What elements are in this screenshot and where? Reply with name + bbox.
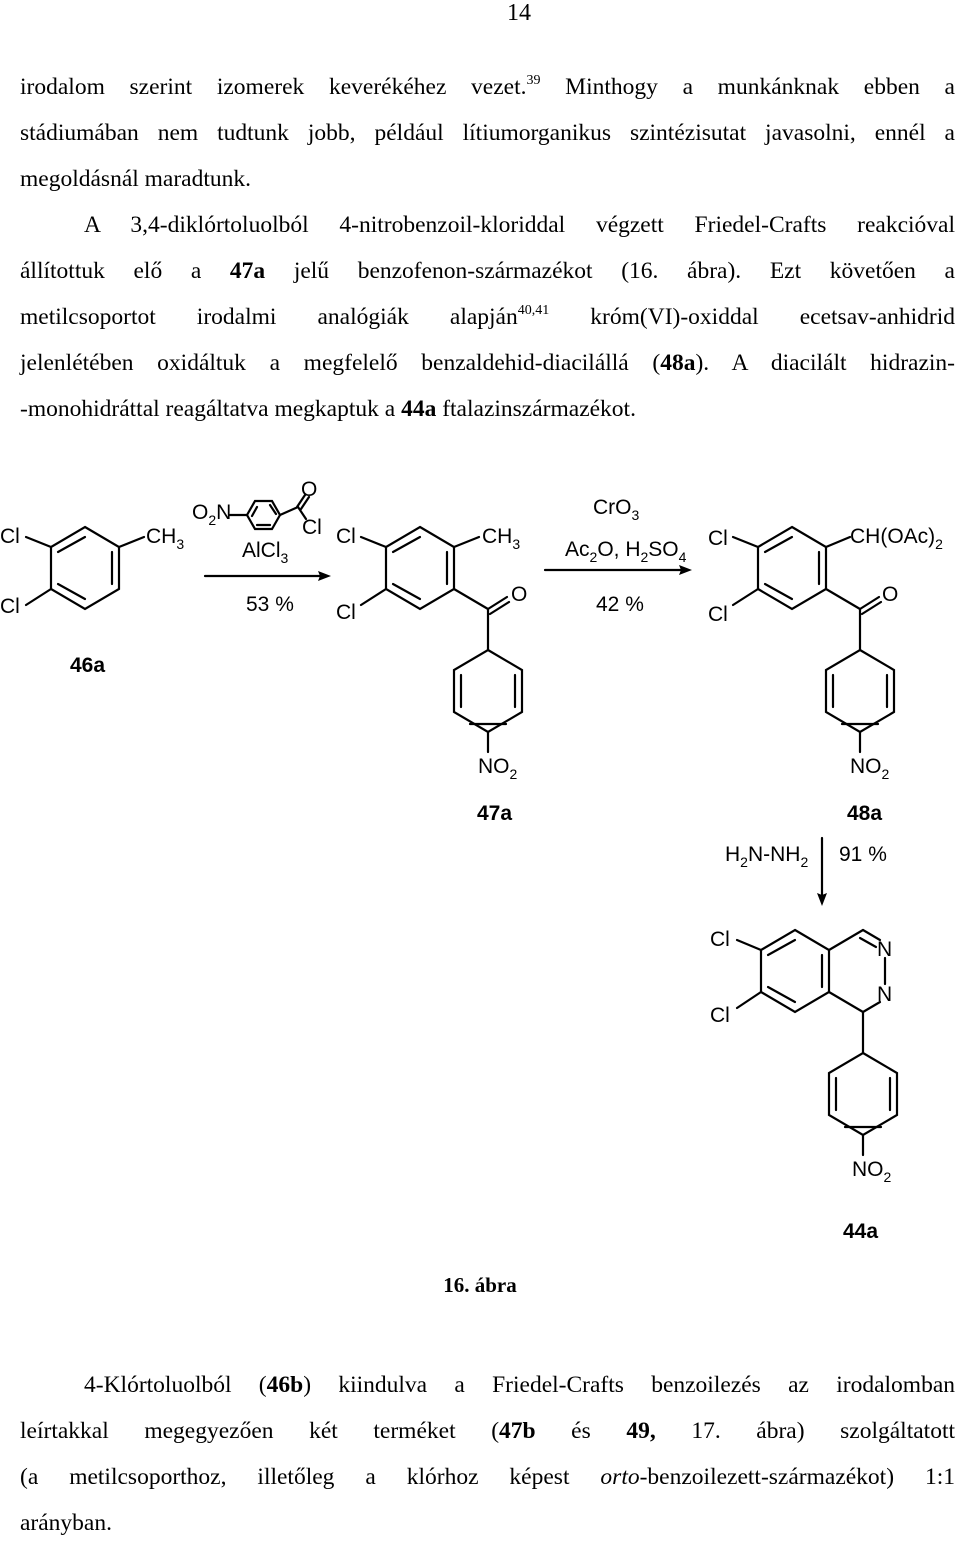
n-44a-1: N — [877, 938, 893, 961]
yield-91: 91 % — [839, 843, 887, 866]
label-44a: 44a — [843, 1220, 879, 1243]
p1-line-4: A 3,4-diklórtoluolból 4-nitrobenzoil-kloriddal végzett Friedel-Crafts reakcióval — [84, 212, 955, 238]
p1-line-1: irodalom szerint izomerek keverékéhez vezet.$^{39}$ Minthogy a munkánknak ebben a — [20, 73, 955, 100]
yield-42: 42 % — [596, 593, 644, 616]
label-46a: 46a — [70, 654, 106, 677]
cl-48a-top: Cl — [708, 527, 728, 550]
citation-39: 39 — [526, 73, 541, 88]
paragraph-1 — [20, 64, 955, 432]
page-number: 14 — [507, 0, 531, 26]
ch3-47a: $CH_3$ — [482, 525, 521, 552]
ch3-46a: $CH_3$ — [146, 525, 185, 552]
ring-48a-lower — [826, 650, 894, 752]
yield-53: 53 % — [246, 593, 294, 616]
cl-44a-top: Cl — [710, 928, 730, 951]
cl-44a-bottom: Cl — [710, 1004, 730, 1027]
o-48a: O — [882, 583, 899, 606]
p1-line-7: jelenlétében oxidáltuk a megfelelő benzaldehid-diacilállá (48a). A diacilált hidrazin- — [20, 350, 955, 376]
cl-48a-bottom: Cl — [708, 603, 728, 626]
p1-line-3: megoldásnál maradtunk. — [20, 166, 252, 192]
label-48a: 48a — [847, 802, 883, 825]
citation-40-41: 40,41 — [517, 303, 550, 318]
reagent-benzoyl-chloride — [230, 495, 309, 529]
p1-line-6: metilcsoportot irodalmi analógiák alapján$^{40,41}$ króm(VI)-oxiddal ecetsav-anhidrid — [20, 303, 956, 330]
n-44a-2: N — [877, 983, 893, 1006]
cl-47a-bottom: Cl — [336, 601, 356, 624]
ac2o-h2so4-reagent: $Ac_2O$, $H_2SO_4$ — [565, 538, 687, 565]
no2-47a: $NO_2$ — [478, 755, 518, 782]
cro3-reagent: CrO$_3$ — [593, 496, 640, 523]
cl-reagent: Cl — [302, 516, 322, 539]
p2-line-3: (a metilcsoporthoz, illetőleg a klórhoz képest orto-benzoilezett-származékot) 1:1 — [20, 1464, 956, 1490]
choac2-48a: $CH(OAc)_2$ — [850, 525, 943, 552]
cl-47a-top: Cl — [336, 525, 356, 548]
p2-line-4: arányban. — [20, 1510, 112, 1536]
label-47a: 47a — [477, 802, 513, 825]
o-reagent: O — [301, 478, 318, 501]
ring-46a — [26, 527, 144, 609]
p1-line-8: -monohidráttal reagáltatva megkaptuk a 44a ftalazinszármazékot. — [20, 396, 636, 422]
no2-44a: $NO_2$ — [852, 1158, 892, 1185]
paragraph-2 — [20, 1362, 955, 1546]
cl-46a-bottom: Cl — [0, 595, 20, 618]
o2n-reagent: $O_2N$ — [192, 501, 232, 528]
p2-line-1: 4-Klórtoluolból (46b) kiindulva a Friedel-Crafts benzoilezés az irodalomban — [84, 1372, 956, 1398]
ring-44a-lower — [829, 1053, 897, 1155]
hydrazine-reagent: $H_2N-NH_2$ — [725, 843, 809, 870]
ring-47a-lower — [454, 650, 522, 752]
figure-caption: 16. ábra — [443, 1273, 517, 1297]
ring-44a-phthalazine — [737, 930, 885, 1053]
o-47a: O — [511, 583, 528, 606]
reaction-scheme — [0, 470, 960, 1260]
p1-line-5: állítottuk elő a 47a jelű benzofenon-származékot (16. ábra). Ezt követően a — [20, 258, 955, 284]
p1-line-2: stádiumában nem tudtunk jobb, például lítiumorganikus szintézisutat javasolni, ennél a — [20, 120, 955, 146]
alcl3-reagent: AlCl$_3$ — [242, 539, 289, 566]
p2-line-2: leírtakkal megegyezően két terméket (47b és 49, 17. ábra) szolgáltatott — [20, 1418, 956, 1444]
cl-46a-top: Cl — [0, 525, 20, 548]
no2-48a: $NO_2$ — [850, 755, 890, 782]
